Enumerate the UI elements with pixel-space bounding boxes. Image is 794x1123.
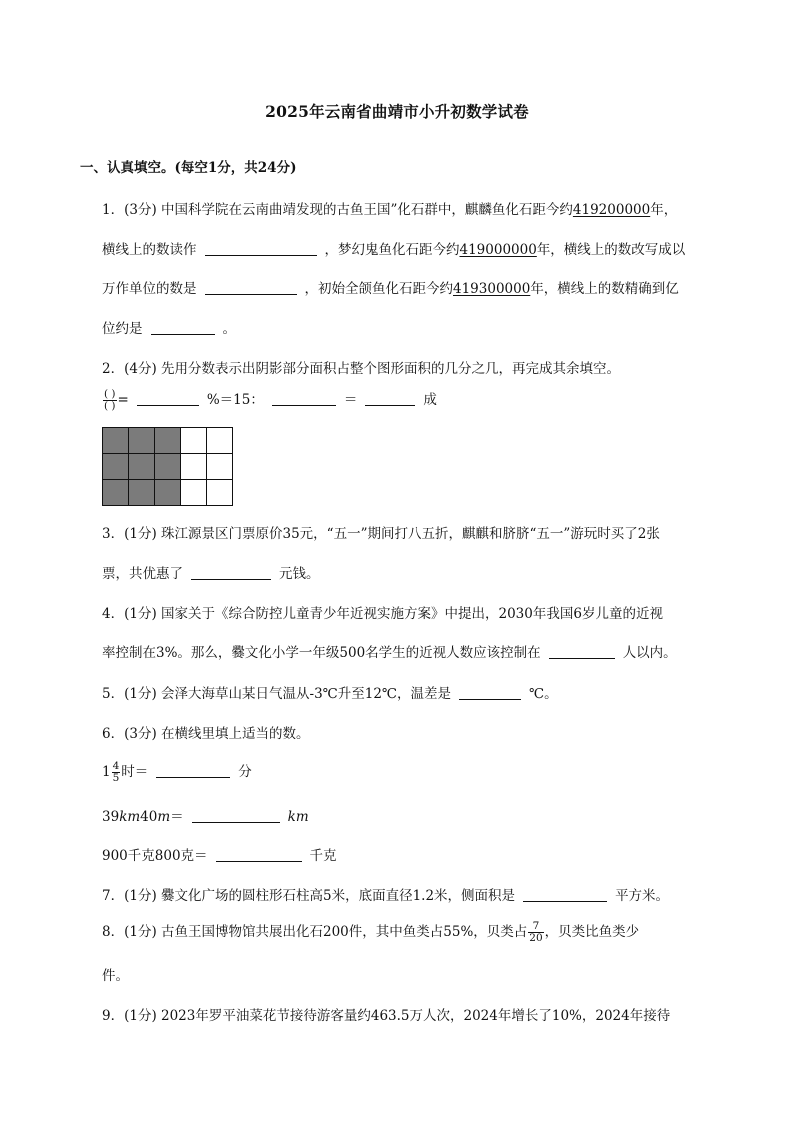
question-text: ，贝类比鱼类少 bbox=[544, 924, 640, 940]
answer-blank[interactable] bbox=[523, 887, 607, 902]
equals-sign: ＝ bbox=[343, 392, 358, 408]
fraction bbox=[528, 921, 543, 944]
grid-cell-blank bbox=[181, 428, 207, 454]
question-text: 。 bbox=[222, 321, 236, 337]
question-text: 平方米。 bbox=[615, 888, 670, 904]
fraction-denominator: 5 bbox=[112, 772, 120, 784]
exam-title: 2025年云南省曲靖市小升初数学试卷 bbox=[265, 102, 529, 121]
grid-cell-blank bbox=[181, 480, 207, 506]
question-text: 1．(3分) 中国科学院在云南曲靖发现的古鱼王国”化石群中，麒麟鱼化石距今约 bbox=[102, 202, 573, 218]
grid-cell-shaded bbox=[129, 480, 155, 506]
grid-cell-shaded bbox=[103, 480, 129, 506]
answer-blank[interactable] bbox=[192, 808, 280, 823]
question-6-row-2 bbox=[102, 805, 309, 825]
question-text: 率控制在3%。那么，爨文化小学一年级500名学生的近视人数应该控制在 bbox=[102, 645, 541, 661]
question-text: 位约是 bbox=[102, 321, 143, 337]
question-text: ，初始全颌鱼化石距今约 bbox=[304, 281, 453, 297]
question-4-line-1: 4．(1分) 国家关于《综合防控儿童青少年近视实施方案》中提出，2030年我国6岁儿童的近视 bbox=[102, 606, 663, 622]
fraction-blank[interactable] bbox=[103, 389, 117, 412]
answer-blank[interactable] bbox=[365, 391, 415, 406]
grid-cell-shaded bbox=[103, 454, 129, 480]
question-text: ，梦幻鬼鱼化石距今约 bbox=[324, 242, 460, 258]
question-text: 年， bbox=[650, 202, 678, 218]
question-7 bbox=[102, 884, 669, 904]
question-5 bbox=[102, 682, 558, 702]
question-3-line-1: 3．(1分) 珠江源景区门票原价35元，“五一”期间打八五折，麒麒和脐脐“五一”游玩时买了2张 bbox=[102, 526, 660, 542]
answer-blank[interactable] bbox=[459, 685, 521, 700]
grid-cell-shaded bbox=[129, 454, 155, 480]
grid-cell-shaded bbox=[155, 428, 181, 454]
question-text: 年，横线上的数精确到亿 bbox=[530, 281, 679, 297]
question-1-line-2 bbox=[102, 238, 685, 258]
question-8-line-2: 件。 bbox=[102, 968, 129, 984]
underlined-number: 419000000 bbox=[459, 242, 537, 258]
equals-sign: = bbox=[117, 392, 129, 408]
question-text: 时＝ bbox=[121, 764, 149, 780]
answer-blank[interactable] bbox=[151, 320, 215, 335]
grid-cell-blank bbox=[207, 454, 233, 480]
shaded-grid-figure bbox=[102, 427, 233, 506]
question-1-line-1 bbox=[102, 198, 677, 218]
question-text: 成 bbox=[423, 392, 437, 408]
question-9-line-1: 9．(1分) 2023年罗平油菜花节接待游客量约463.5万人次，2024年增长了10%，2024年接待 bbox=[102, 1008, 671, 1024]
grid-cell-shaded bbox=[129, 428, 155, 454]
question-1-line-4 bbox=[102, 317, 236, 337]
question-text: 年，横线上的数改写成以 bbox=[536, 242, 686, 258]
question-text: 票，共优惠了 bbox=[102, 566, 183, 582]
fraction-numerator: 7 bbox=[528, 921, 543, 933]
question-text: 人以内。 bbox=[622, 645, 677, 661]
question-1-line-3 bbox=[102, 277, 679, 297]
question-text: 分 bbox=[238, 764, 252, 780]
mixed-number-whole: 1 bbox=[102, 764, 111, 780]
question-text: ℃。 bbox=[529, 686, 558, 702]
unit-text: km bbox=[287, 809, 309, 825]
underlined-number: 419200000 bbox=[572, 202, 651, 218]
question-text: 40 bbox=[140, 809, 158, 825]
question-text: 39 bbox=[102, 809, 120, 825]
question-text: 千克 bbox=[309, 848, 337, 864]
question-6-row-3 bbox=[102, 844, 337, 864]
answer-blank[interactable] bbox=[205, 241, 317, 256]
question-2-equation bbox=[102, 388, 437, 412]
question-text: 7．(1分) 爨文化广场的圆柱形石柱高5米，底面直径1.2米，侧面积是 bbox=[102, 888, 516, 904]
grid-cell-shaded bbox=[155, 480, 181, 506]
question-2-text: 2．(4分) 先用分数表示出阴影部分面积占整个图形面积的几分之几，再完成其余填空。 bbox=[102, 361, 621, 377]
unit-text: m bbox=[157, 809, 171, 825]
question-text: 900千克800克＝ bbox=[102, 848, 208, 864]
section-heading: 一、认真填空。(每空1分，共24分) bbox=[80, 160, 297, 176]
question-text: %＝15： bbox=[206, 392, 264, 408]
question-text: 万作单位的数是 bbox=[102, 281, 197, 297]
fraction-numerator: 4 bbox=[112, 760, 120, 772]
fraction-denominator: 20 bbox=[529, 932, 543, 944]
answer-blank[interactable] bbox=[549, 644, 615, 659]
question-6-text: 6．(3分) 在横线里填上适当的数。 bbox=[102, 726, 310, 742]
underlined-number: 419300000 bbox=[453, 281, 531, 297]
grid-cell-blank bbox=[207, 428, 233, 454]
answer-blank[interactable] bbox=[156, 763, 230, 778]
answer-blank[interactable] bbox=[205, 280, 297, 295]
grid-cell-blank bbox=[207, 480, 233, 506]
question-text: 5．(1分) 会泽大海草山某日气温从-3℃升至12℃，温差是 bbox=[102, 686, 452, 702]
grid-cell-shaded bbox=[103, 428, 129, 454]
question-text: 8．(1分) 古鱼王国博物馆共展出化石200件，其中鱼类占55%，贝类占 bbox=[102, 924, 528, 940]
unit-text: km bbox=[119, 809, 141, 825]
grid-cell-blank bbox=[181, 454, 207, 480]
question-4-line-2 bbox=[102, 641, 677, 661]
fraction-numerator: ( ) bbox=[104, 388, 116, 400]
grid-cell-shaded bbox=[155, 454, 181, 480]
question-text: 横线上的数读作 bbox=[102, 242, 197, 258]
equals-sign: ＝ bbox=[170, 809, 184, 825]
question-3-line-2 bbox=[102, 562, 320, 582]
question-6-row-1 bbox=[102, 760, 252, 784]
question-8-line-1 bbox=[102, 920, 639, 944]
answer-blank[interactable] bbox=[216, 847, 302, 862]
question-text: 元钱。 bbox=[279, 566, 320, 582]
mixed-number-fraction bbox=[112, 761, 121, 784]
fraction-denominator: ( ) bbox=[104, 400, 116, 412]
answer-blank[interactable] bbox=[191, 565, 271, 580]
answer-blank[interactable] bbox=[137, 391, 199, 406]
answer-blank[interactable] bbox=[272, 391, 336, 406]
